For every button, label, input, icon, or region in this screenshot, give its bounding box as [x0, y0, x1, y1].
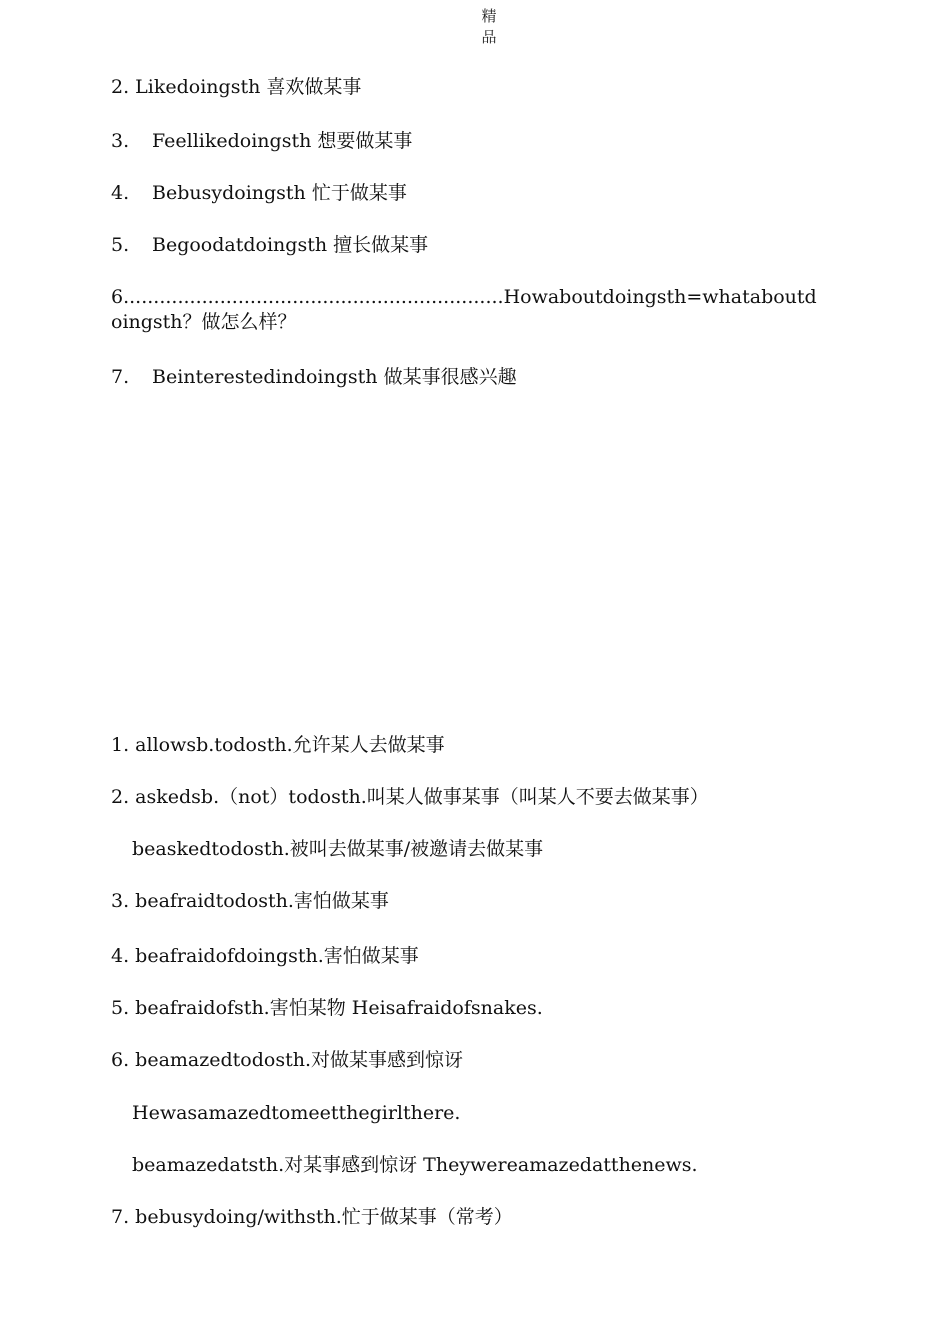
- item-number: 7.: [111, 366, 130, 388]
- item-text: Beinterestedindoingsth 做某事很感兴趣: [152, 366, 517, 388]
- list-item-sub: beaskedtodosth.被叫去做某事/被邀请去做某事: [132, 838, 544, 860]
- list-item-sub: beamazedatsth.对某事感到惊讶 Theywereamazedatthenews.: [132, 1154, 698, 1176]
- list-item: 7. bebusydoing/withsth.忙于做某事（常考）: [111, 1206, 513, 1228]
- list-item: 5. beafraidofsth.害怕某物 Heisafraidofsnakes.: [111, 997, 543, 1019]
- list-item: [111, 129, 412, 154]
- header-mark-line-2: 品: [481, 28, 497, 46]
- list-item: [111, 233, 428, 258]
- list-item: 2. askedsb.（not）todosth.叫某人做事某事（叫某人不要去做某事）: [111, 786, 709, 808]
- item-number: 4.: [111, 182, 130, 204]
- header-mark-line-1: 精: [481, 7, 497, 25]
- item-text: Bebusydoingsth 忙于做某事: [152, 182, 407, 204]
- list-item: 4. beafraidofdoingsth.害怕做某事: [111, 945, 419, 967]
- list-item: [111, 181, 407, 206]
- list-item: 1. allowsb.todosth.允许某人去做某事: [111, 734, 445, 756]
- header-mark: [0, 6, 950, 48]
- item-number: 5.: [111, 234, 130, 256]
- list-item: 6...............................................................Howaboutdoingsth=whataboutdoingsth？做怎么样？: [111, 286, 817, 333]
- item-number: 3.: [111, 130, 130, 152]
- list-item: 3. beafraidtodosth.害怕做某事: [111, 890, 389, 912]
- list-item: 6. beamazedtodosth.对做某事感到惊讶: [111, 1049, 464, 1071]
- item-text: Feellikedoingsth 想要做某事: [152, 130, 413, 152]
- item-text: Begoodatdoingsth 擅长做某事: [152, 234, 429, 256]
- list-item: [111, 365, 517, 390]
- list-item-sub: Hewasamazedtomeetthegirlthere.: [132, 1102, 461, 1124]
- list-item: 2. Likedoingsth 喜欢做某事: [111, 76, 362, 98]
